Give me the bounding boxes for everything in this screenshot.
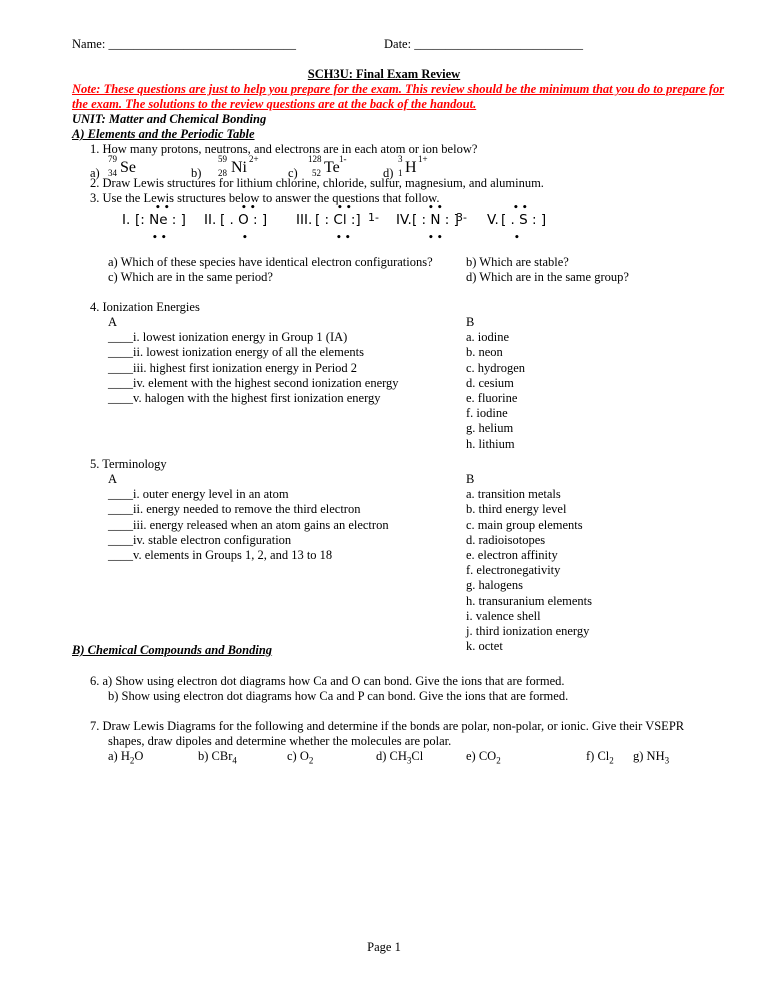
matching-item: ____i. outer energy level in an atom xyxy=(108,487,289,502)
option-item: j. third ionization energy xyxy=(466,624,590,639)
lewis-dots-bottom: • • xyxy=(152,233,167,243)
question-5-title: 5. Terminology xyxy=(90,457,167,471)
question-3d: d) Which are in the same group? xyxy=(466,270,629,284)
question-1: 1. How many protons, neutrons, and electrons are in each atom or ion below? xyxy=(90,142,478,156)
question-7-line-1: 7. Draw Lewis Diagrams for the following and determine if the bonds are polar, non-polar, or ionic. Give their VSEPR xyxy=(90,719,685,733)
option-item: f. electronegativity xyxy=(466,563,561,578)
matching-item: ____i. lowest ionization energy in Group 1 (IA) xyxy=(108,330,348,345)
lewis-dots-bottom: • • xyxy=(428,233,443,243)
option-item: b. neon xyxy=(466,345,503,360)
option-item: d. cesium xyxy=(466,375,514,390)
molecule-item: a) $H_2O$ xyxy=(108,749,144,766)
section-b-heading: B) Chemical Compounds and Bonding xyxy=(72,643,273,657)
question-4-column-a: A ____i. lowest ionization energy in Group 1 (IA) ____ii. lowest ionization energy of all the elements ____iii. highest first ionization energy in Period 2 ____iv. element with the highest second ionization energy ____v. halogen with the highest first ionization energy xyxy=(108,315,399,406)
question-7-line-2: shapes, draw dipoles and determine whether the molecules are polar. xyxy=(108,734,452,748)
matching-item: ____v. elements in Groups 1, 2, and 13 to 18 xyxy=(108,548,333,563)
lewis-dots-top: • • xyxy=(513,203,528,213)
question-6b: b) Show using electron dot diagrams how Ca and P can bond. Give the ions that are formed. xyxy=(108,689,569,703)
option-item: h. lithium xyxy=(466,436,515,451)
molecule-item: g) $NH_3$ xyxy=(633,749,670,766)
question-5-column-b: B a. transition metals b. third energy level c. main group elements d. radioisotopes e. electron affinity f. electronegativity g. halogens h. transuranium elements i. valence shell j. third ionization energy k. octet xyxy=(466,472,593,654)
question-3b: b) Which are stable? xyxy=(466,255,569,269)
option-item: i. valence shell xyxy=(466,608,541,623)
molecule-item: e) $CO_2$ xyxy=(466,749,501,766)
option-item: f. iodine xyxy=(466,406,508,421)
option-item: k. octet xyxy=(466,639,503,654)
molecule-item: d) $CH_3Cl$ xyxy=(376,749,424,766)
lewis-dots-top: • • xyxy=(337,203,352,213)
option-item: a. transition metals xyxy=(466,487,561,502)
option-item: e. fluorine xyxy=(466,391,518,406)
matching-item: ____ii. lowest ionization energy of all the elements xyxy=(108,345,364,360)
option-item: d. radioisotopes xyxy=(466,532,546,547)
page-title: SCH3U: Final Exam Review xyxy=(307,67,461,81)
molecule-item: f) $Cl_2$ xyxy=(586,749,614,766)
question-5-column-a: A ____i. outer energy level in an atom ____ii. energy needed to remove the third electron ____iii. energy released when an atom gains an electron ____iv. stable electron configuration ____v. elements in Groups 1, 2, and 13 to 18 xyxy=(108,472,389,563)
lewis-dots-bottom: • xyxy=(514,233,520,243)
date-field-label: Date: ___________________________ xyxy=(384,37,583,51)
lewis-dots-bottom: • • xyxy=(336,233,351,243)
question-3c: c) Which are in the same period? xyxy=(108,270,273,284)
section-a-heading: A) Elements and the Periodic Table xyxy=(72,127,255,141)
lewis-dots-top: • • xyxy=(155,203,170,213)
question-4-title: 4. Ionization Energies xyxy=(90,300,200,314)
page-number: Page 1 xyxy=(367,940,401,954)
molecule-item: b) CBr$_4$ xyxy=(198,749,237,766)
option-item: h. transuranium elements xyxy=(466,593,593,608)
matching-item: ____v. halogen with the highest first ionization energy xyxy=(108,391,381,406)
matching-item: ____iii. highest first ionization energy in Period 2 xyxy=(108,360,358,375)
option-item: b. third energy level xyxy=(466,502,567,517)
option-item: c. main group elements xyxy=(466,517,583,532)
molecule-item: c) $O_2$ xyxy=(287,749,314,766)
option-item: a. iodine xyxy=(466,330,510,345)
matching-item: ____iv. element with the highest second ionization energy xyxy=(108,375,399,390)
matching-item: ____iii. energy released when an atom gains an electron xyxy=(108,517,389,532)
lewis-dots-bottom: • xyxy=(242,233,248,243)
matching-item: ____ii. energy needed to remove the third electron xyxy=(108,502,361,517)
question-4-column-b: B a. iodine b. neon c. hydrogen d. cesium e. fluorine f. iodine g. helium h. lithium xyxy=(466,315,526,451)
option-item: c. hydrogen xyxy=(466,360,526,375)
question-2: 2. Draw Lewis structures for lithium chlorine, chloride, sulfur, magnesium, and aluminum. xyxy=(90,176,544,190)
name-field-label: Name: ______________________________ xyxy=(72,37,296,51)
question-3: 3. Use the Lewis structures below to answer the questions that follow. xyxy=(90,191,440,205)
option-item: e. electron affinity xyxy=(466,548,558,563)
option-item: g. halogens xyxy=(466,578,523,593)
unit-heading: UNIT: Matter and Chemical Bonding xyxy=(72,112,267,126)
option-item: g. helium xyxy=(466,421,514,436)
question-3a: a) Which of these species have identical electron configurations? xyxy=(108,255,433,269)
question-6a: 6. a) Show using electron dot diagrams how Ca and O can bond. Give the ions that are formed. xyxy=(90,674,565,688)
lewis-dots-top: • • xyxy=(428,203,443,213)
matching-item: ____iv. stable electron configuration xyxy=(108,532,292,547)
lewis-dots-top: • • xyxy=(241,203,256,213)
exam-note: Note: These questions are just to help you prepare for the exam. This review should be the minimum that you do to prepare for the exam. The solutions to the review questions are at the back of the handout. xyxy=(72,82,725,111)
